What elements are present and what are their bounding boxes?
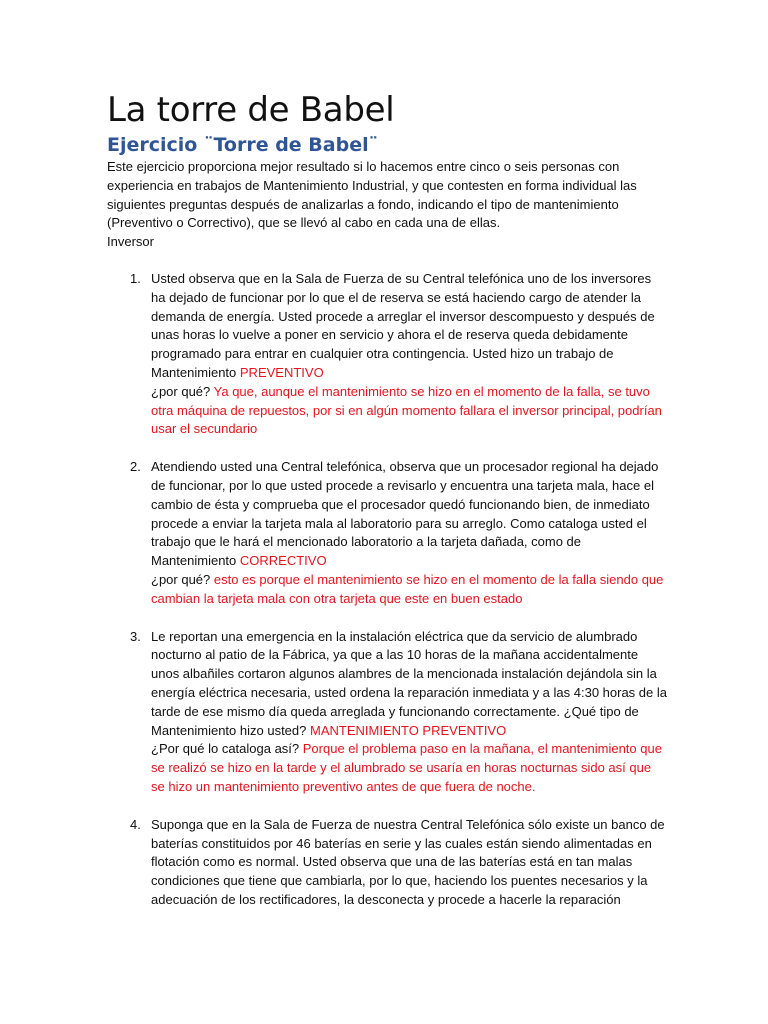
question-text <box>151 628 667 741</box>
question-body: Suponga que en la Sala de Fuerza de nuestra Central Telefónica sólo existe un banco de baterías constituidos por 46 baterías en serie y las cuales están siendo alimentadas en flotación como es normal. Usted observa que una de las baterías está en tan malas condiciones que tiene que cambiarla, por lo que, haciendo los puentes necesarios y la adecuación de los rectificadores, la desconecta y procede a hacerle la reparación <box>151 816 665 907</box>
question-answer: CORRECTIVO <box>239 553 327 569</box>
question-number: 1. <box>130 270 141 286</box>
question-item <box>107 628 667 797</box>
question-why <box>151 740 667 796</box>
question-body: Usted observa que en la Sala de Fuerza de su Central telefónica uno de los inversores ha dejado de funcionar por lo que el de reserva se está haciendo cargo de atender la demanda de energía. Usted procede a arreglar el inversor descompuesto y después de unas horas lo vuelve a poner en servicio y ahora el de reserva queda debidamente programado para entrar en cualquier otra contingencia. Usted hizo un trabajo de Mantenimiento <box>151 270 655 380</box>
why-answer: Ya que, aunque el mantenimiento se hizo en el momento de la falla, se tuvo otra máquina de repuestos, por si en algún momento fallara el inversor principal, podrían usar el secundario <box>151 383 662 437</box>
question-why <box>151 383 667 439</box>
document-title: La torre de Babel <box>107 90 395 130</box>
document-page <box>107 88 667 910</box>
question-body: Le reportan una emergencia en la instalación eléctrica que da servicio de alumbrado nocturno al patio de la Fábrica, ya que a las 10 horas de la mañana accidentalmente unos albañiles cortaron algunos alambres de la mencionada instalación dejándola sin la energía eléctrica necesaria, usted ordena la reparación inmediata y a las 4:30 horas de la tarde de ese mismo día queda arreglada y funcionando correctamente. ¿Qué tipo de Mantenimiento hizo usted? <box>151 628 667 738</box>
question-number: 2. <box>130 459 141 475</box>
section-label: Inversor <box>107 234 154 250</box>
question-text <box>151 458 667 571</box>
question-number: 4. <box>130 816 141 832</box>
question-number: 3. <box>130 628 141 644</box>
document-subtitle: Ejercicio ¨Torre de Babel¨ <box>107 134 379 156</box>
why-label: ¿por qué? <box>151 383 214 399</box>
question-text <box>151 270 667 383</box>
question-answer: MANTENIMIENTO PREVENTIVO <box>309 722 507 738</box>
question-why <box>151 571 667 609</box>
question-item <box>107 270 667 439</box>
question-list <box>107 270 667 910</box>
question-text <box>151 816 667 910</box>
question-item <box>107 458 667 608</box>
question-item <box>107 816 667 910</box>
question-answer: PREVENTIVO <box>239 364 324 380</box>
why-label: ¿Por qué lo cataloga así? <box>151 741 303 757</box>
intro-paragraph: Este ejercicio proporciona mejor resultado si lo hacemos entre cinco o seis personas con experiencia en trabajos de Mantenimiento Industrial, y que contesten en forma individual las siguientes preguntas después de analizarlas a fondo, indicando el tipo de mantenimiento (Preventivo o Correctivo), que se llevó al cabo en cada una de ellas. <box>107 159 637 231</box>
question-body: Atendiendo usted una Central telefónica, observa que un procesador regional ha dejado de funcionar, por lo que usted procede a revisarlo y encuentra una tarjeta mala, hace el cambio de ésta y comprueba que el procesador quedó funcionando bien, de inmediato procede a enviar la tarjeta mala al laboratorio para su arreglo. Como cataloga usted el trabajo que le hará el mencionado laboratorio a la tarjeta dañada, como de Mantenimiento <box>151 459 659 569</box>
why-answer: Porque el problema paso en la mañana, el mantenimiento que se realizó se hizo en la tarde y el alumbrado se usaría en horas nocturnas sido así que se hizo un mantenimiento preventivo antes de que fuera de noche. <box>151 741 662 794</box>
why-label: ¿por qué? <box>151 571 214 587</box>
why-answer: esto es porque el mantenimiento se hizo en el momento de la falla siendo que cambian la tarjeta mala con otra tarjeta que este en buen estado <box>151 571 664 606</box>
